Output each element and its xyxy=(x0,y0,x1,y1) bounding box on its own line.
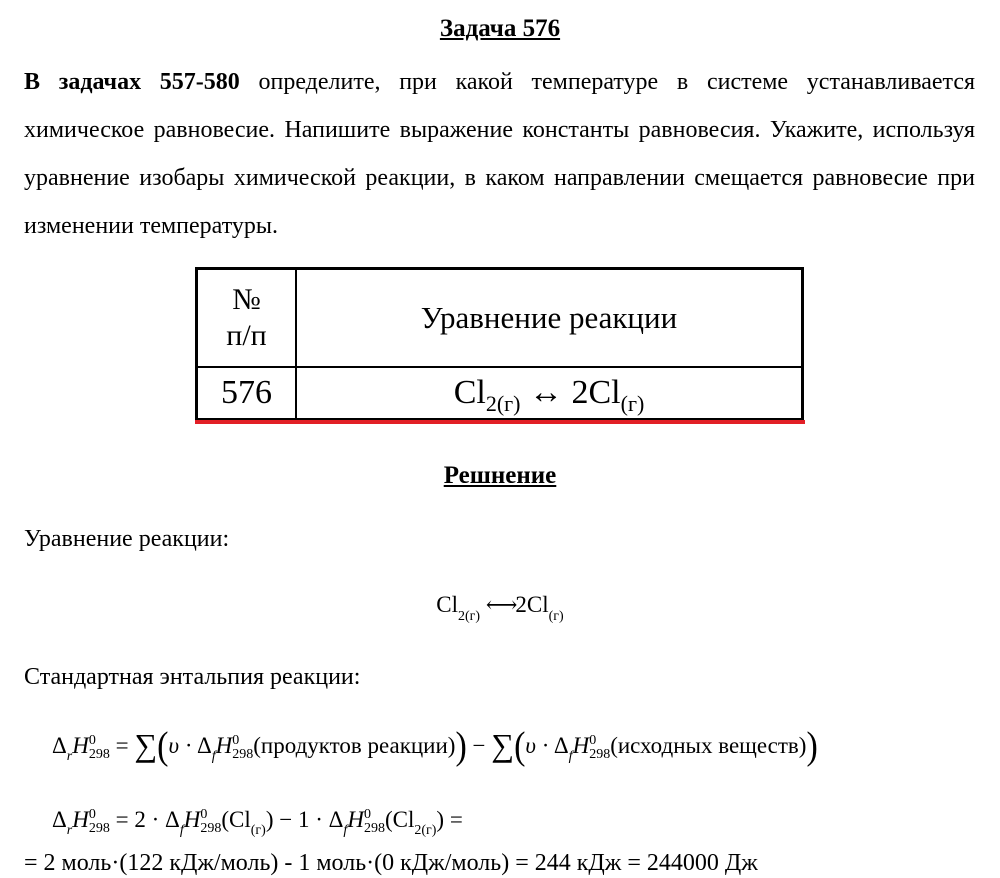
equation-product-subscript: (г) xyxy=(548,609,564,624)
species-1-subscript: (г) xyxy=(250,823,266,838)
product-subscript: (г) xyxy=(620,391,645,416)
task-lead: В задачах 557-580 xyxy=(24,69,240,95)
reaction-equation xyxy=(0,588,1000,622)
coefficient-1: 2 xyxy=(134,807,146,832)
coefficient-2: 1 xyxy=(297,807,310,832)
enthalpy-specific-formula: $\Delta_rH$ 0 298 = $2 \cdot \Delta_fH$ 0 298 $(Cl_{(г)}) - 1 \cdot \Delta_fH$ 0 298 $(Cl_{2(г)})$ = xyxy=(52,806,463,838)
reagents-term: (исходных веществ) xyxy=(610,733,807,758)
task-statement xyxy=(24,58,975,250)
product-formula: 2Cl xyxy=(571,374,621,411)
enthalpy-label: Стандартная энтальпия реакции: xyxy=(24,664,361,690)
row-number-cell: 576 xyxy=(197,367,297,420)
reactant-formula: Cl xyxy=(453,374,486,411)
equation-reactant: Cl xyxy=(436,592,459,617)
equation-product: 2Cl xyxy=(515,592,549,617)
equation-arrow: ⟷ xyxy=(485,592,516,617)
table-header-row xyxy=(197,269,803,368)
header-number-abbr: п/п xyxy=(226,319,267,352)
species-2: Cl xyxy=(392,807,415,832)
reaction-label: Уравнение реакции: xyxy=(24,526,230,552)
page-title: Задача 576 xyxy=(439,15,561,42)
header-number-cell xyxy=(197,269,297,368)
table-row xyxy=(197,367,803,420)
row-equation-cell xyxy=(296,367,803,420)
red-underline xyxy=(195,420,805,424)
header-number-symbol: № xyxy=(232,283,261,316)
products-term: (продуктов реакции) xyxy=(253,733,456,758)
equation-reactant-subscript: 2(г) xyxy=(458,609,481,624)
solution-heading: Решнение xyxy=(443,462,557,489)
species-1: Cl xyxy=(229,807,251,832)
equilibrium-arrow: ↔ xyxy=(529,374,563,411)
reactant-subscript: 2(г) xyxy=(485,391,521,416)
header-equation-cell: Уравнение реакции xyxy=(296,269,803,368)
calculation-line: = 2 моль·(122 кДж/моль) - 1 моль·(0 кДж/моль) = 244 кДж = 244000 Дж xyxy=(24,850,758,876)
task-text: определите, при какой температуре в системе устанавливается химическое равновесие. Напишите выражение константы равновесия. Укажите, используя уравнение изобары химической реакции, в каком направлении смещается равновесие при изменении температуры. xyxy=(24,69,976,239)
enthalpy-general-formula: $\Delta_rH$ 0 298 = $\sum(\upsilon \cdot \Delta_fH$ 0 298 (продуктов реакции)) − $\sum(\upsilon \cdot \Delta_fH$ 0 298 (исходных веществ)) xyxy=(52,725,818,768)
reaction-table xyxy=(195,267,804,421)
species-2-subscript: 2(г) xyxy=(414,823,437,838)
